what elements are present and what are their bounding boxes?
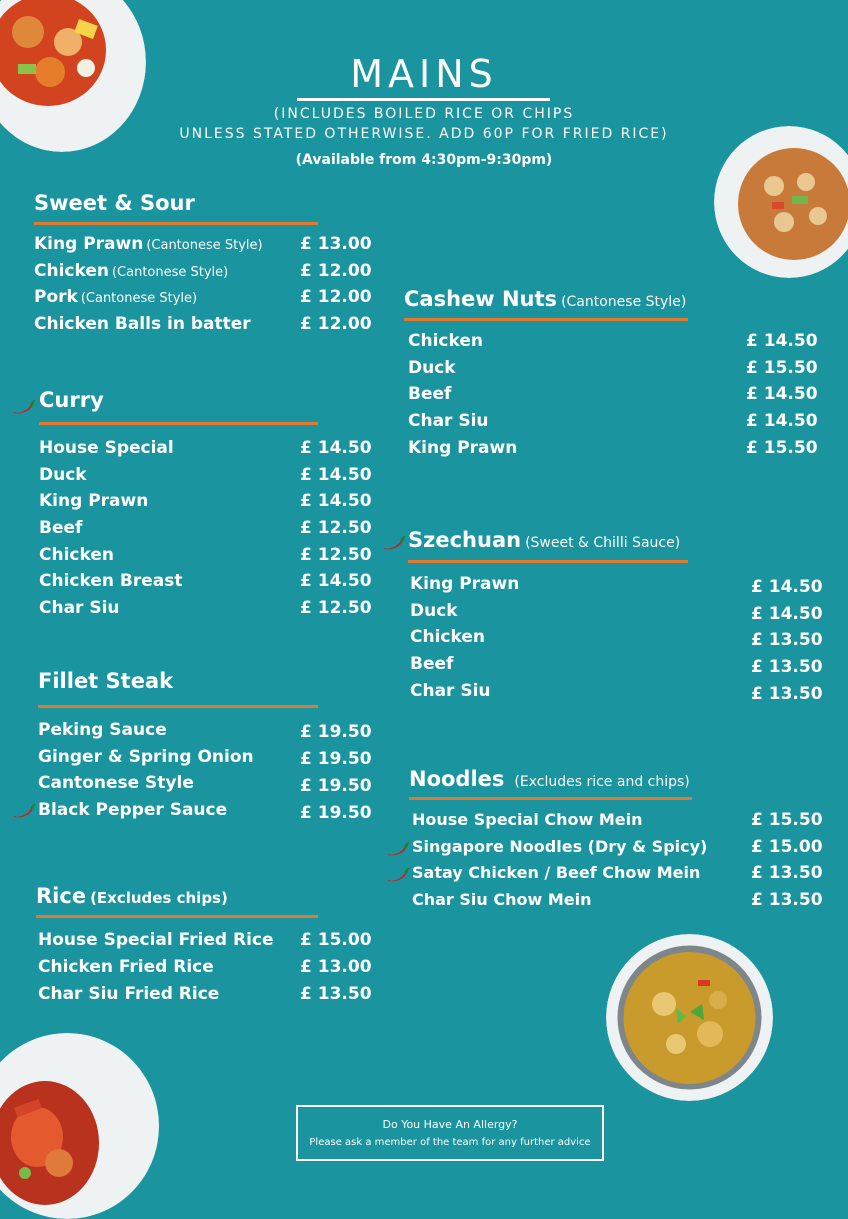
- menu-item-name: King Prawn: [408, 438, 518, 458]
- section-divider: [34, 222, 318, 225]
- menu-item-name: Char Siu Fried Rice: [38, 984, 220, 1004]
- allergy-advice: Please ask a member of the team for any further advice: [309, 1137, 591, 1148]
- menu-item-price: £ 15.00: [751, 837, 823, 857]
- menu-item-price: £ 19.50: [300, 776, 372, 796]
- menu-item-name: Satay Chicken / Beef Chow Mein: [412, 863, 701, 882]
- menu-item-name: Char Siu: [408, 411, 489, 431]
- menu-item-name: Singapore Noodles (Dry & Spicy): [412, 837, 708, 856]
- section-note: (Excludes rice and chips): [514, 774, 690, 790]
- menu-item-name: Cantonese Style: [38, 773, 194, 793]
- menu-item-price: £ 14.50: [746, 384, 818, 404]
- menu-item-name: Peking Sauce: [38, 720, 167, 740]
- menu-item-price: £ 15.00: [300, 930, 372, 950]
- curry-dish-image: [606, 934, 773, 1101]
- menu-item-price: £ 14.50: [300, 571, 372, 591]
- menu-item-name: King Prawn: [410, 574, 520, 594]
- menu-item-price: £ 19.50: [300, 803, 372, 823]
- chilli-icon: [12, 803, 36, 819]
- menu-item-name: Pork (Cantonese Style): [34, 287, 198, 307]
- menu-item-price: £ 15.50: [746, 438, 818, 458]
- menu-item-price: £ 19.50: [300, 722, 372, 742]
- menu-item-name: Chicken: [408, 331, 483, 351]
- menu-item-price: £ 14.50: [300, 491, 372, 511]
- menu-item-note: (Cantonese Style): [146, 238, 263, 253]
- menu-item-price: £ 12.00: [300, 287, 372, 307]
- menu-item-name: Beef: [408, 384, 452, 404]
- menu-item-name: Chicken: [410, 627, 485, 647]
- menu-item-price: £ 14.50: [300, 438, 372, 458]
- menu-item-price: £ 13.00: [300, 234, 372, 254]
- menu-item-price: £ 14.50: [300, 465, 372, 485]
- menu-item-price: £ 13.50: [300, 984, 372, 1004]
- section-title-curry: Curry: [39, 388, 104, 412]
- chilli-icon: [12, 399, 36, 415]
- allergy-heading: Do You Have An Allergy?: [382, 1118, 518, 1131]
- page-title: MAINS: [350, 52, 498, 96]
- menu-item-name: Duck: [39, 465, 87, 485]
- menu-item-name: King Prawn: [39, 491, 149, 511]
- chilli-icon: [382, 535, 406, 551]
- allergy-notice: [296, 1105, 604, 1161]
- section-note: (Excludes chips): [90, 889, 228, 907]
- menu-item-name: Chicken Breast: [39, 571, 183, 591]
- menu-item-price: £ 13.00: [300, 957, 372, 977]
- menu-item-name: Black Pepper Sauce: [38, 800, 228, 820]
- subtitle-line-2: UNLESS STATED OTHERWISE. ADD 60P FOR FRIED RICE): [179, 126, 669, 142]
- section-title-fillet-steak: Fillet Steak: [38, 669, 174, 693]
- menu-item-name: Char Siu Chow Mein: [412, 890, 592, 909]
- title-underline: [297, 98, 550, 101]
- menu-item-price: £ 13.50: [751, 630, 823, 650]
- menu-item-name: Chicken (Cantonese Style): [34, 261, 229, 281]
- subtitle-line-1: (INCLUDES BOILED RICE OR CHIPS: [273, 106, 575, 122]
- menu-item-price: £ 19.50: [300, 749, 372, 769]
- menu-item-name: Beef: [410, 654, 454, 674]
- steak-dish-image: [0, 1033, 160, 1219]
- menu-item-price: £ 12.50: [300, 598, 372, 618]
- menu-item-price: £ 14.50: [746, 411, 818, 431]
- menu-item-price: £ 14.50: [751, 604, 823, 624]
- section-divider: [36, 915, 318, 918]
- menu-item-price: £ 12.50: [300, 518, 372, 538]
- menu-item-price: £ 12.50: [300, 545, 372, 565]
- menu-item-name: Chicken Balls in batter: [34, 314, 251, 334]
- section-title-szechuan: Szechuan (Sweet & Chilli Sauce): [408, 528, 681, 552]
- menu-item-price: £ 13.50: [751, 657, 823, 677]
- menu-item-name: Beef: [39, 518, 83, 538]
- chilli-icon: [386, 841, 410, 857]
- menu-item-price: £ 14.50: [746, 331, 818, 351]
- menu-item-name: Char Siu: [410, 681, 491, 701]
- menu-item-price: £ 15.50: [751, 810, 823, 830]
- menu-item-note: (Cantonese Style): [80, 291, 198, 306]
- menu-item-name: Chicken Fried Rice: [38, 957, 214, 977]
- section-note: (Cantonese Style): [561, 294, 687, 310]
- menu-item-note: (Cantonese Style): [111, 265, 229, 280]
- section-title-sweet-sour: Sweet & Sour: [34, 191, 195, 215]
- menu-item-price: £ 13.50: [751, 684, 823, 704]
- menu-item-name: Duck: [410, 601, 458, 621]
- menu-item-name: Char Siu: [39, 598, 120, 618]
- menu-item-name: Duck: [408, 358, 456, 378]
- chilli-icon: [386, 867, 410, 883]
- menu-item-price: £ 13.50: [751, 863, 823, 883]
- section-note: (Sweet & Chilli Sauce): [525, 535, 681, 551]
- menu-item-name: House Special Fried Rice: [38, 930, 274, 950]
- section-title-noodles: Noodles (Excludes rice and chips): [409, 767, 690, 791]
- menu-item-price: £ 13.50: [751, 890, 823, 910]
- menu-item-price: £ 12.00: [300, 314, 372, 334]
- menu-item-name: King Prawn (Cantonese Style): [34, 234, 263, 254]
- section-divider: [38, 705, 318, 708]
- section-title-cashew-nuts: Cashew Nuts (Cantonese Style): [404, 287, 687, 311]
- section-title-rice: Rice (Excludes chips): [36, 884, 228, 908]
- menu-item-name: House Special: [39, 438, 174, 458]
- availability-note: (Available from 4:30pm-9:30pm): [295, 152, 553, 168]
- section-divider: [39, 422, 318, 425]
- menu-item-name: Chicken: [39, 545, 114, 565]
- menu-item-price: £ 14.50: [751, 577, 823, 597]
- section-divider: [409, 797, 692, 800]
- menu-item-price: £ 15.50: [746, 358, 818, 378]
- section-divider: [404, 318, 688, 321]
- cashew-dish-image: [714, 126, 848, 278]
- section-divider: [408, 560, 688, 563]
- menu-item-name: Ginger & Spring Onion: [38, 747, 254, 767]
- menu-item-name: House Special Chow Mein: [412, 810, 643, 829]
- menu-item-price: £ 12.00: [300, 261, 372, 281]
